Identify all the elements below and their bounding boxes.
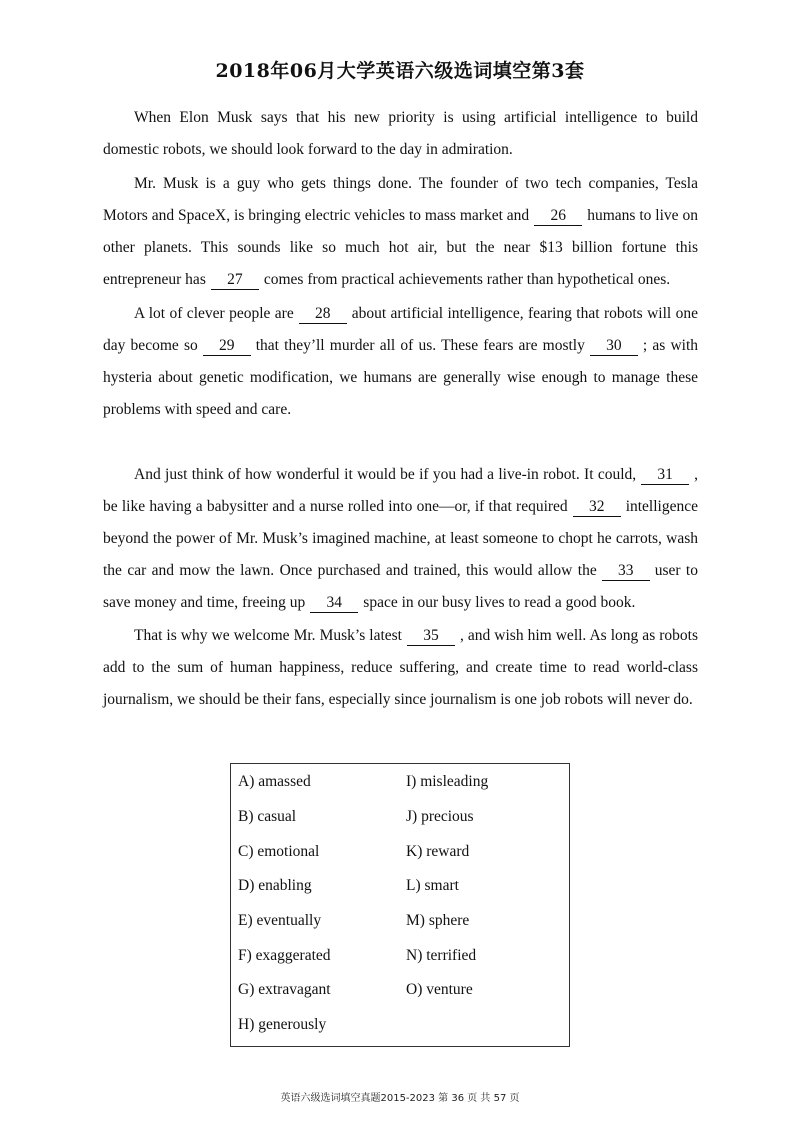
word-bank-option: C) emotional bbox=[238, 843, 320, 860]
blank-30: 30 bbox=[590, 337, 638, 356]
paragraph-text: comes from practical achievements rather than hypothetical ones. bbox=[263, 271, 671, 288]
word-bank-option: E) eventually bbox=[238, 912, 322, 929]
paragraph-text: ; as with hysteria about genetic modification, we humans are generally wise enough to manage these problems with speed and care. bbox=[103, 337, 698, 418]
word-bank-option: L) smart bbox=[406, 877, 459, 894]
word-bank-option: B) casual bbox=[238, 808, 297, 825]
word-bank-option: J) precious bbox=[406, 808, 474, 825]
paragraph-text: And just think of how wonderful it would be if you had a live-in robot. It could, bbox=[134, 466, 637, 483]
paragraph-text: , be like having a babysitter and a nurse rolled into one—or, if that required bbox=[103, 466, 698, 515]
paragraph-2 bbox=[103, 168, 698, 296]
blank-26: 26 bbox=[534, 207, 582, 226]
word-bank-option: O) venture bbox=[406, 981, 473, 998]
paragraph-text: Mr. Musk is a guy who gets things done. The founder of two tech companies, Tesla Motors and SpaceX, is bringing electric vehicles to mass market and bbox=[103, 175, 698, 224]
paragraph-text: intelligence beyond the power of Mr. Musk’s imagined machine, at least someone to chopt he carrots, wash the car and mow the lawn. Once purchased and trained, this would allow the bbox=[103, 498, 698, 579]
paragraph-text: A lot of clever people are bbox=[134, 305, 294, 322]
blank-35: 35 bbox=[407, 627, 455, 646]
word-bank-option: I) misleading bbox=[406, 773, 489, 790]
word-bank-option: F) exaggerated bbox=[238, 947, 331, 964]
blank-28: 28 bbox=[299, 305, 347, 324]
blank-33: 33 bbox=[602, 562, 650, 581]
paragraph-5 bbox=[103, 620, 698, 716]
word-bank-option: K) reward bbox=[406, 843, 470, 860]
word-bank-option: N) terrified bbox=[406, 947, 477, 964]
paragraph-text: user to save money and time, freeing up bbox=[103, 562, 698, 611]
paragraph-text: humans to live on other planets. This sounds like so much hot air, but the near $13 billion fortune this entrepreneur has bbox=[103, 207, 698, 288]
paragraph-1 bbox=[103, 102, 698, 166]
paragraph-text: that they’ll murder all of us. These fears are mostly bbox=[255, 337, 585, 354]
blank-29: 29 bbox=[203, 337, 251, 356]
blank-27: 27 bbox=[211, 271, 259, 290]
paragraph-3 bbox=[103, 298, 698, 426]
word-bank-option: A) amassed bbox=[238, 773, 311, 790]
page-title: 2018年06月大学英语六级选词填空第3套 bbox=[215, 60, 585, 82]
page-footer: 英语六级选词填空真题2015-2023 第 36 页 共 57 页 bbox=[280, 1093, 520, 1104]
paragraph-text: space in our busy lives to read a good book. bbox=[363, 594, 636, 611]
blank-32: 32 bbox=[573, 498, 621, 517]
word-bank-option: H) generously bbox=[238, 1016, 327, 1033]
word-bank-option: D) enabling bbox=[238, 877, 312, 894]
paragraph-text: , and wish him well. As long as robots add to the sum of human happiness, reduce suffering, and create time to read world-class journalism, we should be their fans, especially since journalism is one job robots will never do. bbox=[103, 627, 698, 708]
paragraph-text: about artificial intelligence, fearing that robots will one day become so bbox=[103, 305, 698, 354]
word-bank-option: M) sphere bbox=[406, 912, 470, 929]
blank-31: 31 bbox=[641, 466, 689, 485]
paragraph-text: That is why we welcome Mr. Musk’s latest bbox=[134, 627, 402, 644]
paragraph-text: When Elon Musk says that his new priority is using artificial intelligence to build domestic robots, we should look forward to the day in admiration. bbox=[103, 109, 698, 158]
word-bank bbox=[230, 763, 570, 1047]
paragraph-4 bbox=[103, 459, 698, 619]
word-bank-option: G) extravagant bbox=[238, 981, 331, 998]
blank-34: 34 bbox=[310, 594, 358, 613]
